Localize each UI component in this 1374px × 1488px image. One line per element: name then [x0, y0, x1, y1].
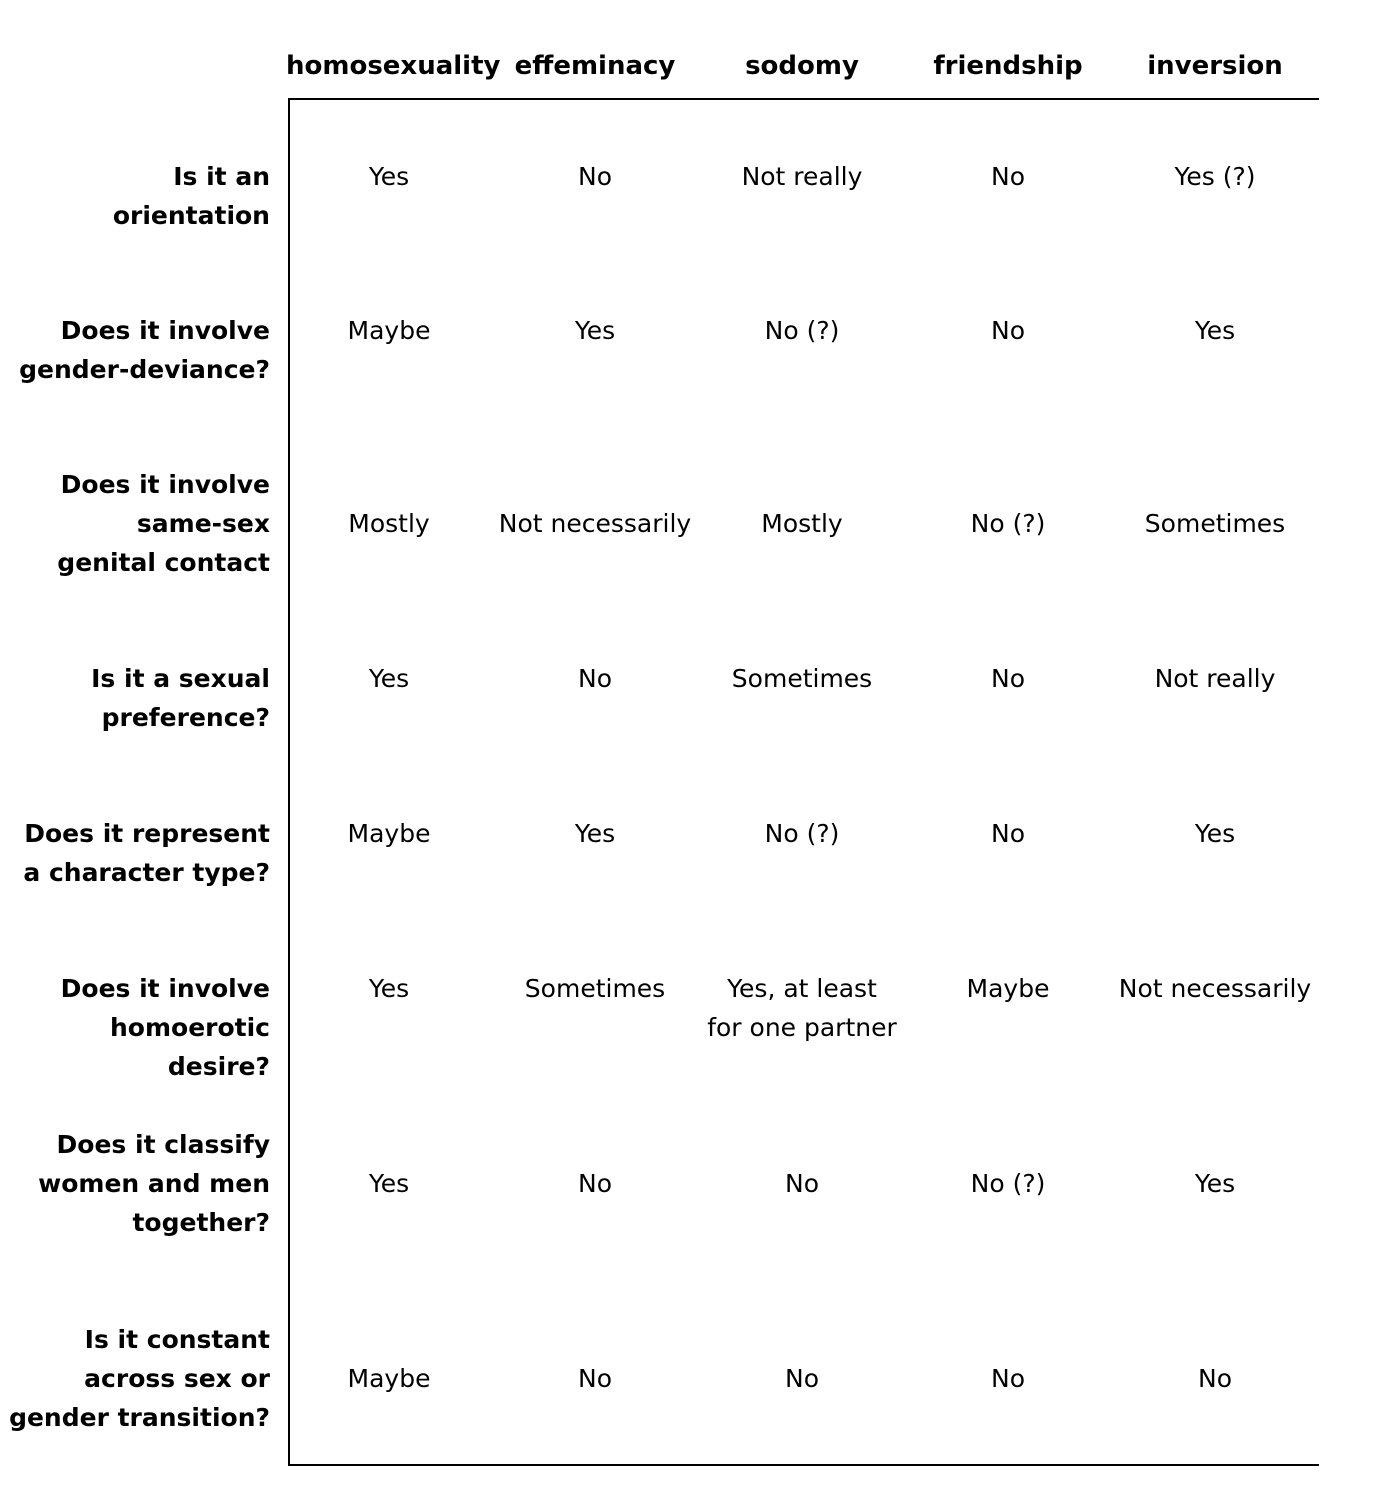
table-cell: No — [578, 162, 612, 191]
table-cell: No — [991, 1364, 1025, 1393]
table-cell: Yes — [368, 664, 410, 693]
table-cell: Sometimes — [1144, 509, 1286, 538]
table-cell: Maybe — [966, 974, 1050, 1003]
column-header-homosexuality: homosexuality — [286, 51, 501, 81]
table-cell: No — [578, 1169, 612, 1198]
table-cell: No — [991, 316, 1025, 345]
column-header-effeminacy: effeminacy — [514, 51, 676, 81]
table-cell: No (?) — [764, 316, 840, 345]
row-label-gender-deviance: Does it involve gender-deviance? — [19, 316, 270, 384]
table-cell: Yes — [368, 974, 410, 1003]
table-frame — [288, 98, 1319, 1466]
column-header-inversion: inversion — [1147, 51, 1283, 81]
table-cell: Yes — [1194, 819, 1236, 848]
table-cell: Yes — [368, 162, 410, 191]
column-header-friendship: friendship — [933, 51, 1083, 81]
table-cell: No — [991, 664, 1025, 693]
row-label-homoerotic-desire: Does it involve homoerotic desire? — [60, 974, 270, 1081]
table-cell: Yes — [1194, 316, 1236, 345]
table-cell: Not really — [1154, 664, 1276, 693]
table-cell: Mostly — [761, 509, 843, 538]
table-cell: Not necessarily — [498, 509, 692, 538]
table-cell: Sometimes — [731, 664, 873, 693]
table-cell: No — [991, 162, 1025, 191]
table-cell: No — [991, 819, 1025, 848]
table-cell: No — [785, 1364, 819, 1393]
table-cell: Yes, at least for one partner — [707, 974, 897, 1042]
table-cell: No — [578, 664, 612, 693]
table-cell: Yes — [574, 316, 616, 345]
row-label-orientation: Is it an orientation — [112, 162, 270, 230]
row-label-sexual-preference: Is it a sexual preference? — [91, 664, 270, 732]
table-cell: No (?) — [970, 1169, 1046, 1198]
table-cell: No — [578, 1364, 612, 1393]
table-cell: Mostly — [348, 509, 430, 538]
table-cell: No — [785, 1169, 819, 1198]
table-cell: No (?) — [764, 819, 840, 848]
row-label-genital-contact: Does it involve same-sex genital contact — [57, 470, 270, 577]
row-label-character-type: Does it represent a character type? — [23, 819, 270, 887]
table-cell: Sometimes — [524, 974, 666, 1003]
table-cell: Yes — [368, 1169, 410, 1198]
table-cell: Yes (?) — [1174, 162, 1256, 191]
table-cell: No (?) — [970, 509, 1046, 538]
table-cell: No — [1198, 1364, 1232, 1393]
table-cell: Yes — [574, 819, 616, 848]
table-cell: Maybe — [347, 316, 431, 345]
column-header-sodomy: sodomy — [745, 51, 859, 81]
table-cell: Maybe — [347, 1364, 431, 1393]
row-label-classify-women-men: Does it classify women and men together? — [38, 1130, 270, 1237]
row-label-constant-across-transition: Is it constant across sex or gender transition? — [9, 1325, 270, 1432]
table-cell: Maybe — [347, 819, 431, 848]
table-cell: Yes — [1194, 1169, 1236, 1198]
table-cell: Not necessarily — [1118, 974, 1312, 1003]
table-cell: Not really — [741, 162, 863, 191]
